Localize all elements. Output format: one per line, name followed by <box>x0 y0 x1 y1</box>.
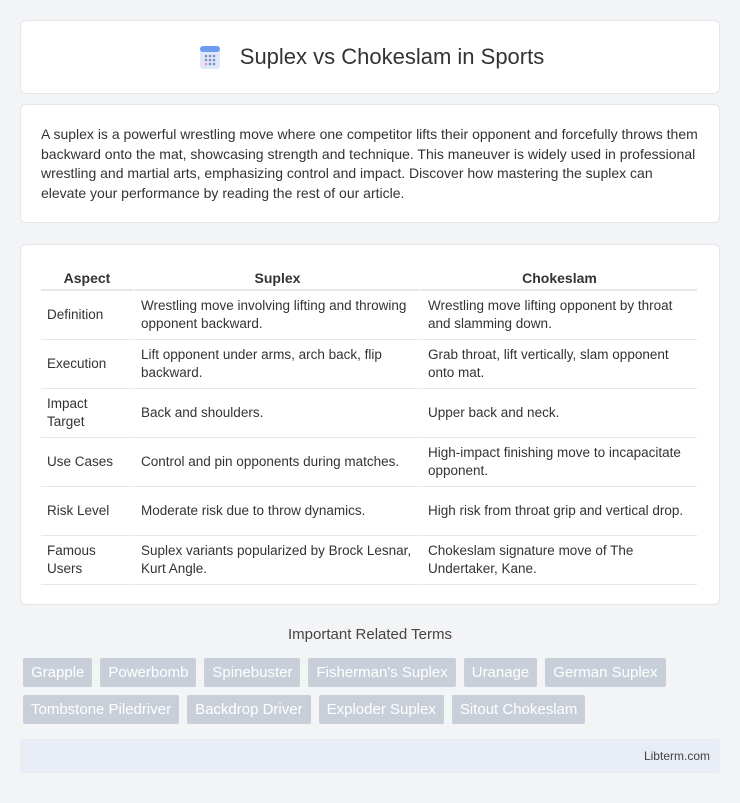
row-chokeslam: High-impact finishing move to incapacitate opponent. <box>420 438 697 487</box>
row-suplex: Back and shoulders. <box>133 389 420 438</box>
table-row <box>41 389 697 438</box>
header-aspect: Aspect <box>41 267 133 291</box>
header-suplex: Suplex <box>133 267 420 291</box>
tag-exploder-suplex[interactable]: Exploder Suplex <box>319 695 444 724</box>
row-suplex: Suplex variants popularized by Brock Lesnar, Kurt Angle. <box>133 536 420 585</box>
row-chokeslam: Wrestling move lifting opponent by throat and slamming down. <box>420 291 697 340</box>
row-suplex: Control and pin opponents during matches. <box>133 438 420 487</box>
tag-spinebuster[interactable]: Spinebuster <box>204 658 300 687</box>
row-chokeslam: Grab throat, lift vertically, slam opponent onto mat. <box>420 340 697 389</box>
tag-grapple[interactable]: Grapple <box>23 658 92 687</box>
title-card <box>20 20 720 94</box>
footer-site-name[interactable]: Libterm.com <box>643 749 710 763</box>
row-aspect: Famous Users <box>41 536 133 585</box>
tag-sitout-chokeslam[interactable]: Sitout Chokeslam <box>452 695 586 724</box>
row-aspect: Use Cases <box>41 438 133 487</box>
table-row <box>41 340 697 389</box>
row-suplex: Wrestling move involving lifting and throwing opponent backward. <box>133 291 420 340</box>
row-aspect: Risk Level <box>41 487 133 536</box>
row-aspect: Definition <box>41 291 133 340</box>
header-chokeslam: Chokeslam <box>420 267 697 291</box>
row-suplex: Lift opponent under arms, arch back, flip backward. <box>133 340 420 389</box>
intro-card <box>20 104 720 223</box>
comparison-table <box>41 267 697 585</box>
table-row <box>41 487 697 536</box>
row-chokeslam: Upper back and neck. <box>420 389 697 438</box>
footer <box>20 739 720 773</box>
page-title: Suplex vs Chokeslam in Sports <box>239 44 545 69</box>
tag-german-suplex[interactable]: German Suplex <box>545 658 665 687</box>
tag-uranage[interactable]: Uranage <box>464 658 538 687</box>
tag-backdrop-driver[interactable]: Backdrop Driver <box>187 695 311 724</box>
row-aspect: Impact Target <box>41 389 133 438</box>
table-row <box>41 438 697 487</box>
tag-fishermans-suplex[interactable]: Fisherman's Suplex <box>308 658 455 687</box>
tag-powerbomb[interactable]: Powerbomb <box>100 658 196 687</box>
table-row <box>41 536 697 585</box>
comparison-card <box>20 244 720 605</box>
table-row <box>41 291 697 340</box>
row-suplex: Moderate risk due to throw dynamics. <box>133 487 420 536</box>
row-aspect: Execution <box>41 340 133 389</box>
row-chokeslam: High risk from throat grip and vertical drop. <box>420 487 697 536</box>
related-terms-heading: Important Related Terms <box>288 626 452 643</box>
related-tags <box>23 658 723 724</box>
row-chokeslam: Chokeslam signature move of The Undertaker, Kane. <box>420 536 697 585</box>
intro-paragraph: A suplex is a powerful wrestling move where one competitor lifts their opponent and forcefully throws them backward onto the mat, showcasing strength and technique. This maneuver is widely used in professional wrestling and martial arts, emphasizing control and impact. Discover how mastering the suplex can elevate your performance by reading the rest of our article. <box>41 126 698 201</box>
title-wrap <box>196 43 544 71</box>
document-list-icon <box>196 43 224 71</box>
table-header-row <box>41 267 697 291</box>
tag-tombstone-piledriver[interactable]: Tombstone Piledriver <box>23 695 179 724</box>
